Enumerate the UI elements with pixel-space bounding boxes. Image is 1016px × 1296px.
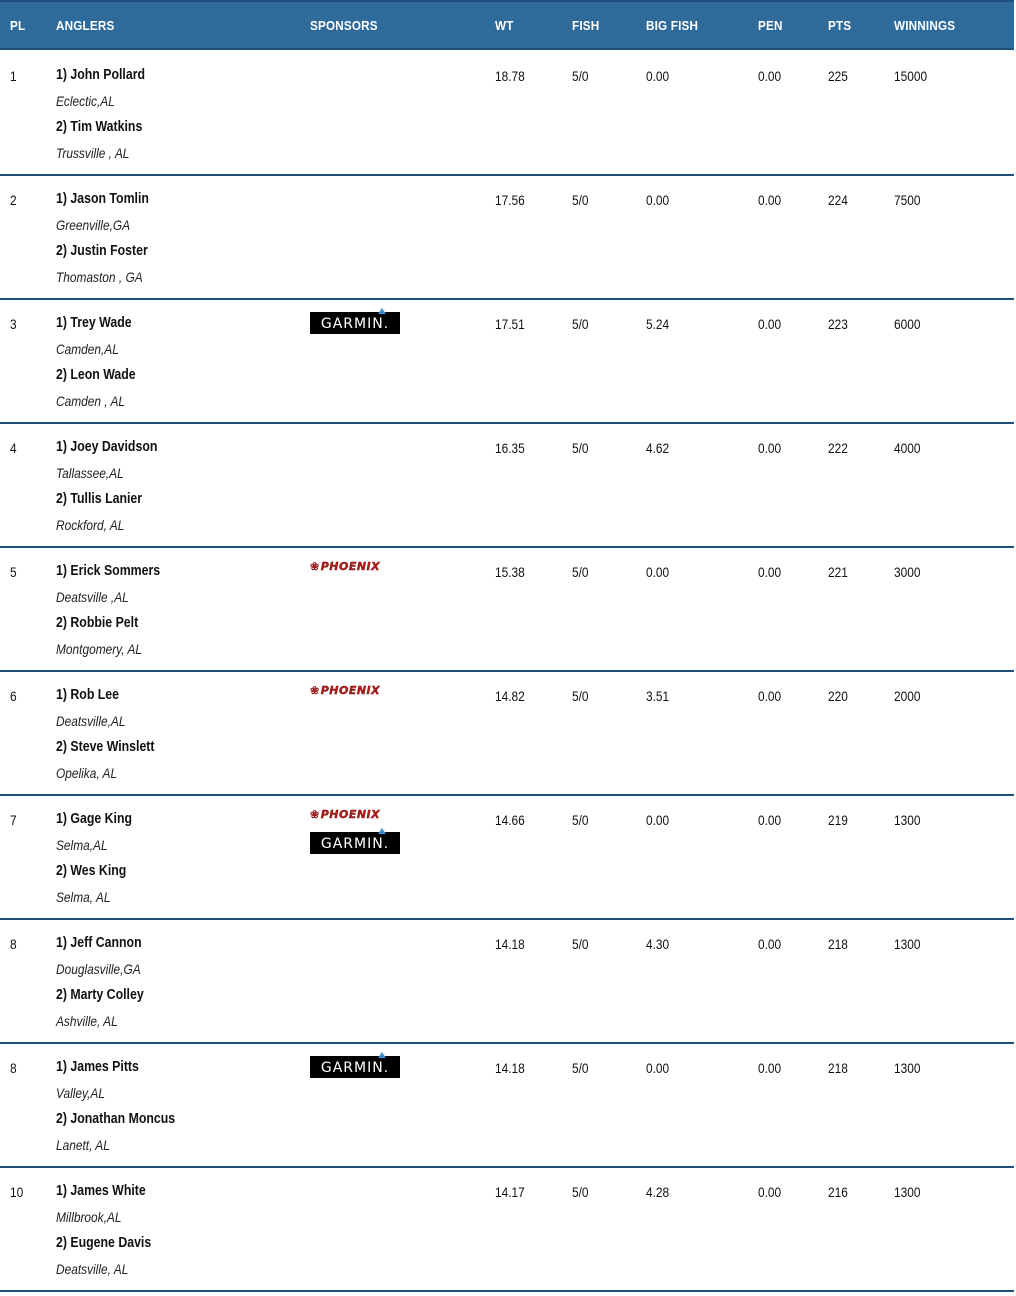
- angler-2-location: Deatsville, AL: [56, 1261, 129, 1277]
- garmin-logo-icon[interactable]: [310, 312, 400, 334]
- cell-pl: 7: [10, 812, 17, 828]
- cell-wt: 14.82: [495, 688, 525, 704]
- angler-2-location: Trussville , AL: [56, 145, 130, 161]
- table-row: [0, 424, 1014, 548]
- angler-1-location: Deatsville ,AL: [56, 589, 129, 605]
- cell-pts: 224: [828, 192, 848, 208]
- table-row: [0, 1044, 1014, 1168]
- garmin-triangle-icon: [378, 828, 386, 834]
- angler-1-name: 1) Trey Wade: [56, 315, 132, 331]
- sponsors-cell: [310, 1056, 400, 1082]
- cell-wt: 15.38: [495, 564, 525, 580]
- table-row: [0, 176, 1014, 300]
- cell-fish: 5/0: [572, 440, 589, 456]
- angler-1-name: 1) John Pollard: [56, 67, 146, 83]
- garmin-logo-text: GARMIN.: [320, 836, 390, 852]
- anglers-cell: [56, 686, 155, 790]
- header-anglers[interactable]: ANGLERS: [56, 18, 115, 33]
- cell-pl: 2: [10, 192, 17, 208]
- angler-1-name: 1) Gage King: [56, 811, 133, 827]
- table-row: [0, 796, 1014, 920]
- cell-winnings: 1300: [894, 812, 921, 828]
- cell-pl: 6: [10, 688, 17, 704]
- angler-1-name: 1) James Pitts: [56, 1059, 139, 1075]
- angler-1-name: 1) James White: [56, 1183, 146, 1199]
- angler-1-name: 1) Erick Sommers: [56, 563, 161, 579]
- cell-pts: 218: [828, 936, 848, 952]
- anglers-cell: [56, 934, 144, 1038]
- cell-pts: 222: [828, 440, 848, 456]
- cell-winnings: 2000: [894, 688, 921, 704]
- cell-big-fish: 3.51: [646, 688, 670, 704]
- header-sponsors[interactable]: SPONSORS: [310, 18, 378, 33]
- cell-pts: 225: [828, 68, 848, 84]
- cell-winnings: 7500: [894, 192, 921, 208]
- anglers-cell: [56, 562, 160, 666]
- cell-fish: 5/0: [572, 688, 589, 704]
- cell-pl: 8: [10, 936, 17, 952]
- garmin-logo-icon[interactable]: [310, 1056, 400, 1078]
- angler-1-location: Valley,AL: [56, 1085, 105, 1101]
- cell-pl: 1: [10, 68, 17, 84]
- cell-wt: 14.66: [495, 812, 525, 828]
- angler-2-location: Ashville, AL: [56, 1013, 118, 1029]
- table-row: [0, 52, 1014, 176]
- cell-pl: 4: [10, 440, 17, 456]
- cell-pts: 219: [828, 812, 848, 828]
- angler-1-location: Millbrook,AL: [56, 1209, 122, 1225]
- cell-pen: 0.00: [758, 1184, 782, 1200]
- header-pen[interactable]: PEN: [758, 18, 783, 33]
- cell-big-fish: 4.30: [646, 936, 670, 952]
- sponsors-cell: [310, 808, 400, 858]
- header-fish[interactable]: FISH: [572, 18, 600, 33]
- angler-2-name: 2) Jonathan Moncus: [56, 1111, 176, 1127]
- anglers-cell: [56, 314, 136, 418]
- cell-wt: 17.56: [495, 192, 525, 208]
- header-pts[interactable]: PTS: [828, 18, 852, 33]
- cell-wt: 14.18: [495, 936, 525, 952]
- phoenix-bird-icon: ❀: [310, 684, 320, 697]
- anglers-cell: [56, 438, 157, 542]
- table-row: [0, 672, 1014, 796]
- cell-wt: 18.78: [495, 68, 525, 84]
- phoenix-logo-icon[interactable]: [310, 560, 398, 576]
- cell-pen: 0.00: [758, 564, 782, 580]
- anglers-cell: [56, 1058, 175, 1162]
- cell-big-fish: 4.28: [646, 1184, 670, 1200]
- angler-2-location: Lanett, AL: [56, 1137, 110, 1153]
- phoenix-bird-icon: ❀: [310, 560, 320, 573]
- table-row: [0, 300, 1014, 424]
- cell-wt: 14.17: [495, 1184, 525, 1200]
- angler-2-location: Montgomery, AL: [56, 641, 142, 657]
- cell-winnings: 1300: [894, 936, 921, 952]
- cell-big-fish: 0.00: [646, 192, 670, 208]
- garmin-logo-text: GARMIN.: [320, 1060, 390, 1076]
- cell-pen: 0.00: [758, 936, 782, 952]
- cell-winnings: 1300: [894, 1184, 921, 1200]
- cell-winnings: 4000: [894, 440, 921, 456]
- phoenix-bird-icon: ❀: [310, 808, 320, 821]
- header-wt[interactable]: WT: [495, 18, 514, 33]
- cell-pen: 0.00: [758, 316, 782, 332]
- garmin-logo-icon[interactable]: [310, 832, 400, 854]
- cell-winnings: 6000: [894, 316, 921, 332]
- garmin-triangle-icon: [378, 1052, 386, 1058]
- cell-pl: 5: [10, 564, 17, 580]
- table-row: [0, 920, 1014, 1044]
- angler-1-name: 1) Rob Lee: [56, 687, 120, 703]
- cell-big-fish: 4.62: [646, 440, 670, 456]
- angler-2-name: 2) Tim Watkins: [56, 119, 143, 135]
- phoenix-logo-icon[interactable]: [310, 808, 398, 824]
- table-row: [0, 1168, 1014, 1292]
- cell-winnings: 1300: [894, 1060, 921, 1076]
- cell-pen: 0.00: [758, 812, 782, 828]
- cell-fish: 5/0: [572, 316, 589, 332]
- phoenix-logo-icon[interactable]: [310, 684, 398, 700]
- angler-1-location: Camden,AL: [56, 341, 119, 357]
- header-pl[interactable]: PL: [10, 18, 26, 33]
- cell-fish: 5/0: [572, 564, 589, 580]
- table-row: [0, 548, 1014, 672]
- anglers-cell: [56, 190, 149, 294]
- angler-2-location: Opelika, AL: [56, 765, 118, 781]
- angler-1-location: Tallassee,AL: [56, 465, 124, 481]
- cell-pen: 0.00: [758, 688, 782, 704]
- garmin-logo-text: GARMIN.: [320, 316, 390, 332]
- angler-2-name: 2) Marty Colley: [56, 987, 144, 1003]
- angler-2-name: 2) Steve Winslett: [56, 739, 155, 755]
- cell-pen: 0.00: [758, 440, 782, 456]
- cell-pl: 8: [10, 1060, 17, 1076]
- cell-pts: 221: [828, 564, 848, 580]
- cell-big-fish: 0.00: [646, 1060, 670, 1076]
- header-big-fish[interactable]: BIG FISH: [646, 18, 699, 33]
- cell-pts: 223: [828, 316, 848, 332]
- table-header: [0, 0, 1014, 50]
- cell-big-fish: 0.00: [646, 564, 670, 580]
- cell-big-fish: 5.24: [646, 316, 670, 332]
- cell-pen: 0.00: [758, 68, 782, 84]
- cell-fish: 5/0: [572, 812, 589, 828]
- cell-pl: 10: [10, 1184, 24, 1200]
- cell-wt: 16.35: [495, 440, 525, 456]
- cell-winnings: 15000: [894, 68, 928, 84]
- cell-big-fish: 0.00: [646, 812, 670, 828]
- angler-2-name: 2) Tullis Lanier: [56, 491, 143, 507]
- sponsors-cell: [310, 684, 400, 708]
- angler-1-location: Eclectic,AL: [56, 93, 115, 109]
- angler-2-location: Selma, AL: [56, 889, 111, 905]
- cell-pts: 216: [828, 1184, 848, 1200]
- cell-winnings: 3000: [894, 564, 921, 580]
- cell-fish: 5/0: [572, 1184, 589, 1200]
- cell-pen: 0.00: [758, 192, 782, 208]
- angler-1-location: Greenville,GA: [56, 217, 131, 233]
- anglers-cell: [56, 810, 132, 914]
- angler-1-location: Douglasville,GA: [56, 961, 141, 977]
- phoenix-logo-text: PHOENIX: [320, 560, 381, 573]
- garmin-triangle-icon: [378, 308, 386, 314]
- header-winnings[interactable]: WINNINGS: [894, 18, 956, 33]
- angler-2-name: 2) Eugene Davis: [56, 1235, 152, 1251]
- cell-fish: 5/0: [572, 1060, 589, 1076]
- sponsors-cell: [310, 312, 400, 338]
- cell-fish: 5/0: [572, 936, 589, 952]
- cell-wt: 17.51: [495, 316, 525, 332]
- angler-1-name: 1) Joey Davidson: [56, 439, 158, 455]
- angler-2-location: Thomaston , GA: [56, 269, 143, 285]
- cell-pts: 220: [828, 688, 848, 704]
- angler-2-name: 2) Robbie Pelt: [56, 615, 139, 631]
- angler-1-location: Selma,AL: [56, 837, 108, 853]
- cell-fish: 5/0: [572, 68, 589, 84]
- angler-2-name: 2) Wes King: [56, 863, 127, 879]
- cell-big-fish: 0.00: [646, 68, 670, 84]
- cell-pl: 3: [10, 316, 17, 332]
- angler-2-name: 2) Leon Wade: [56, 367, 136, 383]
- anglers-cell: [56, 66, 145, 170]
- cell-fish: 5/0: [572, 192, 589, 208]
- phoenix-logo-text: PHOENIX: [320, 684, 381, 697]
- angler-1-name: 1) Jason Tomlin: [56, 191, 149, 207]
- sponsors-cell: [310, 560, 400, 584]
- angler-2-location: Camden , AL: [56, 393, 126, 409]
- angler-1-location: Deatsville,AL: [56, 713, 126, 729]
- angler-1-name: 1) Jeff Cannon: [56, 935, 142, 951]
- cell-pen: 0.00: [758, 1060, 782, 1076]
- anglers-cell: [56, 1182, 151, 1286]
- angler-2-name: 2) Justin Foster: [56, 243, 148, 259]
- phoenix-logo-text: PHOENIX: [320, 808, 381, 821]
- cell-pts: 218: [828, 1060, 848, 1076]
- angler-2-location: Rockford, AL: [56, 517, 125, 533]
- cell-wt: 14.18: [495, 1060, 525, 1076]
